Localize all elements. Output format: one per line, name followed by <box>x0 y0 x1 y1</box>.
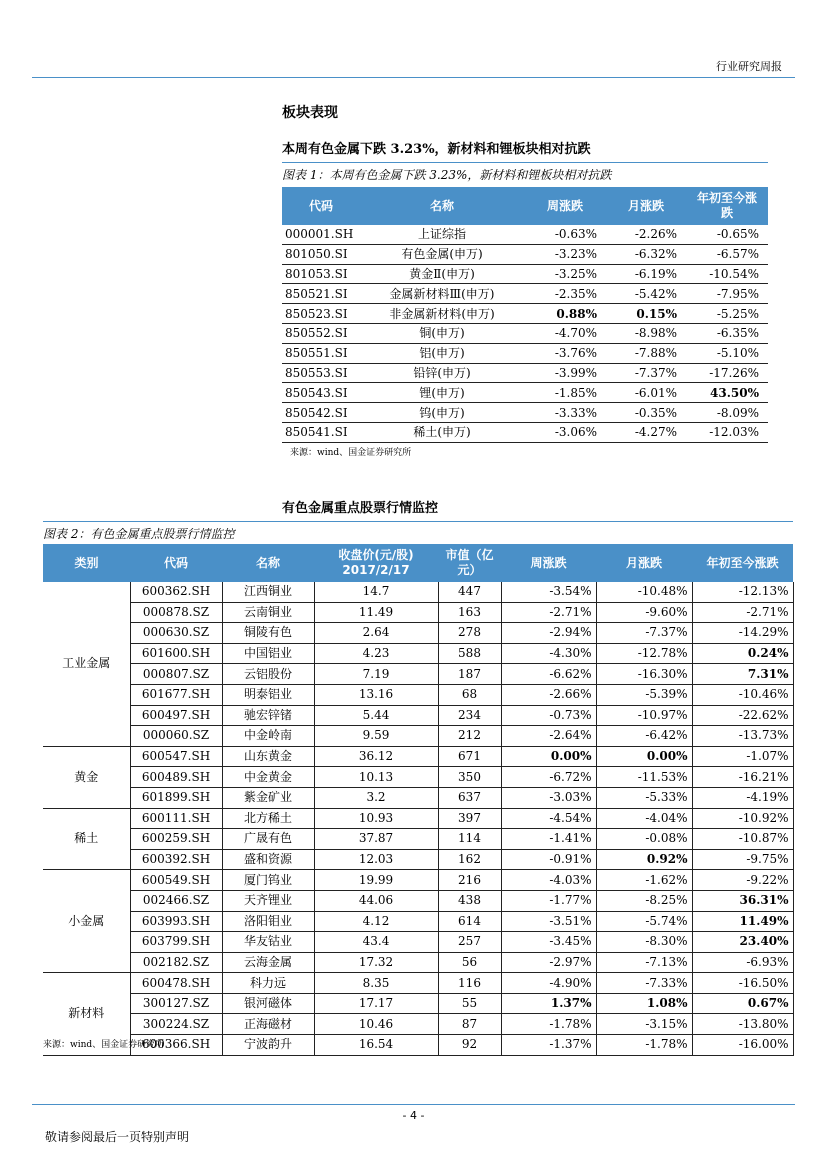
month-change-cell: -7.37% <box>596 623 692 644</box>
name-cell: 中国铝业 <box>222 643 314 664</box>
month-change-cell: -0.35% <box>606 403 686 423</box>
report-type-label: 行业研究周报 <box>716 60 782 73</box>
week-change-cell: -3.03% <box>501 787 596 808</box>
week-change-cell: -3.51% <box>501 911 596 932</box>
close-price-cell: 7.19 <box>314 664 438 685</box>
name-cell: 洛阳钼业 <box>222 911 314 932</box>
month-change-cell: -16.30% <box>596 664 692 685</box>
ytd-change-cell: -13.73% <box>692 726 793 747</box>
month-change-cell: -8.25% <box>596 890 692 911</box>
market-cap-cell: 162 <box>438 849 501 870</box>
week-change-cell: -1.85% <box>524 383 606 403</box>
name-cell: 紫金矿业 <box>222 787 314 808</box>
market-cap-cell: 87 <box>438 1014 501 1035</box>
section-title: 板块表现 <box>282 105 338 121</box>
table-row <box>43 746 793 767</box>
ytd-change-cell: -0.65% <box>686 225 768 244</box>
name-cell: 铜陵有色 <box>222 623 314 644</box>
month-change-cell: -5.42% <box>606 284 686 304</box>
month-change-cell: 1.08% <box>596 993 692 1014</box>
week-change-cell: -4.90% <box>501 973 596 994</box>
code-cell: 300127.SZ <box>130 993 222 1014</box>
market-cap-cell: 588 <box>438 643 501 664</box>
table-row <box>282 403 768 423</box>
week-change-cell: -1.78% <box>501 1014 596 1035</box>
ytd-change-cell: -9.75% <box>692 849 793 870</box>
week-change-cell: -4.03% <box>501 870 596 891</box>
name-cell: 科力远 <box>222 973 314 994</box>
name-cell: 云南铜业 <box>222 602 314 623</box>
table-row <box>282 264 768 284</box>
code-cell: 600547.SH <box>130 746 222 767</box>
month-change-cell: -7.37% <box>606 363 686 383</box>
col-header-week: 周涨跌 <box>524 187 606 225</box>
code-cell: 600366.SH <box>130 1035 222 1056</box>
name-cell: 锂(申万) <box>360 383 524 403</box>
close-price-cell: 3.2 <box>314 787 438 808</box>
table-row <box>43 849 793 870</box>
name-cell: 非金属新材料(申万) <box>360 304 524 324</box>
table-row <box>43 870 793 891</box>
market-cap-cell: 92 <box>438 1035 501 1056</box>
table-row <box>43 787 793 808</box>
week-change-cell: -3.33% <box>524 403 606 423</box>
code-cell: 002466.SZ <box>130 890 222 911</box>
close-price-cell: 2.64 <box>314 623 438 644</box>
code-cell: 600362.SH <box>130 582 222 602</box>
code-cell: 801053.SI <box>282 264 360 284</box>
market-cap-cell: 257 <box>438 932 501 953</box>
code-cell: 000878.SZ <box>130 602 222 623</box>
code-cell: 600478.SH <box>130 973 222 994</box>
market-cap-cell: 637 <box>438 787 501 808</box>
ytd-change-cell: -16.00% <box>692 1035 793 1056</box>
week-change-cell: -3.54% <box>501 582 596 602</box>
code-cell: 600489.SH <box>130 767 222 788</box>
col-header-name: 名称 <box>222 544 314 582</box>
ytd-change-cell: -10.87% <box>692 829 793 850</box>
category-cell: 小金属 <box>43 870 130 973</box>
table-row <box>282 323 768 343</box>
table-row <box>282 422 768 442</box>
market-cap-cell: 447 <box>438 582 501 602</box>
month-change-cell: -2.26% <box>606 225 686 244</box>
code-cell: 850541.SI <box>282 422 360 442</box>
close-price-cell: 5.44 <box>314 705 438 726</box>
name-cell: 云海金属 <box>222 952 314 973</box>
ytd-change-cell: -9.22% <box>692 870 793 891</box>
disclaimer-text: 敬请参阅最后一页特别声明 <box>45 1130 190 1144</box>
week-change-cell: -2.71% <box>501 602 596 623</box>
name-cell: 明泰铝业 <box>222 684 314 705</box>
name-cell: 中金岭南 <box>222 726 314 747</box>
table-row <box>43 829 793 850</box>
market-cap-cell: 397 <box>438 808 501 829</box>
ytd-change-cell: -16.21% <box>692 767 793 788</box>
col-header-ytd: 年初至今涨跌 <box>686 187 768 225</box>
name-cell: 广晟有色 <box>222 829 314 850</box>
table-row <box>43 993 793 1014</box>
market-cap-cell: 614 <box>438 911 501 932</box>
name-cell: 铝(申万) <box>360 343 524 363</box>
ytd-change-cell: 11.49% <box>692 911 793 932</box>
week-change-cell: -3.99% <box>524 363 606 383</box>
ytd-change-cell: -2.71% <box>692 602 793 623</box>
week-change-cell: -6.62% <box>501 664 596 685</box>
market-cap-cell: 212 <box>438 726 501 747</box>
table-row <box>282 304 768 324</box>
month-change-cell: -8.98% <box>606 323 686 343</box>
table-row <box>43 602 793 623</box>
market-cap-cell: 671 <box>438 746 501 767</box>
name-cell: 中金黄金 <box>222 767 314 788</box>
week-change-cell: 1.37% <box>501 993 596 1014</box>
close-price-cell: 14.7 <box>314 582 438 602</box>
week-change-cell: -6.72% <box>501 767 596 788</box>
month-change-cell: -10.97% <box>596 705 692 726</box>
name-cell: 厦门钨业 <box>222 870 314 891</box>
name-cell: 正海磁材 <box>222 1014 314 1035</box>
close-price-cell: 17.17 <box>314 993 438 1014</box>
ytd-change-cell: 0.24% <box>692 643 793 664</box>
stock-monitor-table <box>43 544 794 1056</box>
page-number: - 4 - <box>402 1109 425 1122</box>
week-change-cell: -2.64% <box>501 726 596 747</box>
code-cell: 600549.SH <box>130 870 222 891</box>
code-cell: 002182.SZ <box>130 952 222 973</box>
ytd-change-cell: -12.03% <box>686 422 768 442</box>
close-price-cell: 11.49 <box>314 602 438 623</box>
close-price-cell: 4.23 <box>314 643 438 664</box>
close-price-cell: 44.06 <box>314 890 438 911</box>
figure-2-source: 来源：wind、国金证券研究所 <box>43 1040 165 1050</box>
ytd-change-cell: -22.62% <box>692 705 793 726</box>
week-change-cell: 0.00% <box>501 746 596 767</box>
code-cell: 850521.SI <box>282 284 360 304</box>
code-cell: 300224.SZ <box>130 1014 222 1035</box>
ytd-change-cell: -13.80% <box>692 1014 793 1035</box>
code-cell: 600259.SH <box>130 829 222 850</box>
week-change-cell: -3.76% <box>524 343 606 363</box>
month-change-cell: -12.78% <box>596 643 692 664</box>
col-header-market-cap: 市值（亿元） <box>438 544 501 582</box>
code-cell: 600392.SH <box>130 849 222 870</box>
code-cell: 601899.SH <box>130 787 222 808</box>
col-header-week: 周涨跌 <box>501 544 596 582</box>
category-cell: 新材料 <box>43 973 130 1055</box>
name-cell: 金属新材料Ⅲ(申万) <box>360 284 524 304</box>
month-change-cell: 0.92% <box>596 849 692 870</box>
code-cell: 603799.SH <box>130 932 222 953</box>
name-cell: 钨(申万) <box>360 403 524 423</box>
table-row <box>43 1014 793 1035</box>
week-change-cell: -2.97% <box>501 952 596 973</box>
name-cell: 上证综指 <box>360 225 524 244</box>
code-cell: 000807.SZ <box>130 664 222 685</box>
close-price-cell: 9.59 <box>314 726 438 747</box>
week-change-cell: -3.06% <box>524 422 606 442</box>
table-row <box>43 664 793 685</box>
name-cell: 天齐锂业 <box>222 890 314 911</box>
sector-performance-table <box>282 187 768 443</box>
code-cell: 601677.SH <box>130 684 222 705</box>
ytd-change-cell: 0.67% <box>692 993 793 1014</box>
month-change-cell: -5.39% <box>596 684 692 705</box>
month-change-cell: -7.88% <box>606 343 686 363</box>
ytd-change-cell: -10.92% <box>692 808 793 829</box>
ytd-change-cell: -8.09% <box>686 403 768 423</box>
ytd-change-cell: -6.35% <box>686 323 768 343</box>
table-row <box>43 973 793 994</box>
table-row <box>282 244 768 264</box>
table-row <box>43 767 793 788</box>
month-change-cell: -5.74% <box>596 911 692 932</box>
name-cell: 盛和资源 <box>222 849 314 870</box>
table-row <box>43 684 793 705</box>
code-cell: 801050.SI <box>282 244 360 264</box>
market-cap-cell: 55 <box>438 993 501 1014</box>
name-cell: 山东黄金 <box>222 746 314 767</box>
name-cell: 云铝股份 <box>222 664 314 685</box>
code-cell: 000060.SZ <box>130 726 222 747</box>
table-row <box>282 383 768 403</box>
table-row <box>43 932 793 953</box>
market-cap-cell: 68 <box>438 684 501 705</box>
name-cell: 有色金属(申万) <box>360 244 524 264</box>
col-header-category: 类别 <box>43 544 130 582</box>
month-change-cell: -11.53% <box>596 767 692 788</box>
close-price-cell: 16.54 <box>314 1035 438 1056</box>
figure-1-caption: 图表 1：本周有色金属下跌 3.23%，新材料和锂板块相对抗跌 <box>282 162 768 183</box>
table-row <box>282 284 768 304</box>
month-change-cell: -6.01% <box>606 383 686 403</box>
week-change-cell: -4.30% <box>501 643 596 664</box>
week-change-cell: -2.66% <box>501 684 596 705</box>
month-change-cell: -7.33% <box>596 973 692 994</box>
month-change-cell: -4.27% <box>606 422 686 442</box>
month-change-cell: -5.33% <box>596 787 692 808</box>
week-change-cell: -3.45% <box>501 932 596 953</box>
market-cap-cell: 116 <box>438 973 501 994</box>
name-cell: 华友钴业 <box>222 932 314 953</box>
col-header-code: 代码 <box>130 544 222 582</box>
code-cell: 601600.SH <box>130 643 222 664</box>
ytd-change-cell: -10.54% <box>686 264 768 284</box>
table-row <box>282 225 768 244</box>
category-cell: 工业金属 <box>43 582 130 746</box>
table-row <box>282 363 768 383</box>
market-cap-cell: 350 <box>438 767 501 788</box>
ytd-change-cell: -10.46% <box>692 684 793 705</box>
code-cell: 603993.SH <box>130 911 222 932</box>
ytd-change-cell: 7.31% <box>692 664 793 685</box>
code-cell: 000001.SH <box>282 225 360 244</box>
name-cell: 驰宏锌锗 <box>222 705 314 726</box>
table-row <box>43 623 793 644</box>
code-cell: 000630.SZ <box>130 623 222 644</box>
close-price-cell: 37.87 <box>314 829 438 850</box>
table-row <box>43 643 793 664</box>
ytd-change-cell: -17.26% <box>686 363 768 383</box>
week-change-cell: -2.94% <box>501 623 596 644</box>
ytd-change-cell: -5.25% <box>686 304 768 324</box>
month-change-cell: 0.00% <box>596 746 692 767</box>
ytd-change-cell: -5.10% <box>686 343 768 363</box>
close-price-cell: 8.35 <box>314 973 438 994</box>
week-change-cell: -4.54% <box>501 808 596 829</box>
month-change-cell: 0.15% <box>606 304 686 324</box>
col-header-close-price: 收盘价(元/股) 2017/2/17 <box>314 544 438 582</box>
figure-1-source: 来源：wind、国金证券研究所 <box>290 448 412 458</box>
name-cell: 黄金Ⅱ(申万) <box>360 264 524 284</box>
name-cell: 铜(申万) <box>360 323 524 343</box>
month-change-cell: -3.15% <box>596 1014 692 1035</box>
table-row <box>43 582 793 602</box>
name-cell: 江西铜业 <box>222 582 314 602</box>
market-cap-cell: 187 <box>438 664 501 685</box>
close-price-cell: 19.99 <box>314 870 438 891</box>
month-change-cell: -6.19% <box>606 264 686 284</box>
table-row <box>282 343 768 363</box>
code-cell: 850523.SI <box>282 304 360 324</box>
ytd-change-cell: -16.50% <box>692 973 793 994</box>
month-change-cell: -7.13% <box>596 952 692 973</box>
month-change-cell: -4.04% <box>596 808 692 829</box>
col-header-ytd: 年初至今涨跌 <box>692 544 793 582</box>
category-cell: 稀土 <box>43 808 130 870</box>
week-change-cell: -2.35% <box>524 284 606 304</box>
code-cell: 850552.SI <box>282 323 360 343</box>
ytd-change-cell: 36.31% <box>692 890 793 911</box>
name-cell: 宁波韵升 <box>222 1035 314 1056</box>
name-cell: 北方稀土 <box>222 808 314 829</box>
week-change-cell: -1.77% <box>501 890 596 911</box>
close-price-cell: 10.93 <box>314 808 438 829</box>
ytd-change-cell: 43.50% <box>686 383 768 403</box>
code-cell: 600111.SH <box>130 808 222 829</box>
table-row <box>43 890 793 911</box>
close-price-cell: 17.32 <box>314 952 438 973</box>
col-header-code: 代码 <box>282 187 360 225</box>
ytd-change-cell: -6.57% <box>686 244 768 264</box>
month-change-cell: -9.60% <box>596 602 692 623</box>
week-change-cell: -1.41% <box>501 829 596 850</box>
table-row <box>43 705 793 726</box>
week-change-cell: -1.37% <box>501 1035 596 1056</box>
name-cell: 铅锌(申万) <box>360 363 524 383</box>
market-cap-cell: 163 <box>438 602 501 623</box>
ytd-change-cell: -1.07% <box>692 746 793 767</box>
code-cell: 850553.SI <box>282 363 360 383</box>
week-change-cell: -0.91% <box>501 849 596 870</box>
week-change-cell: -3.23% <box>524 244 606 264</box>
name-cell: 银河磁体 <box>222 993 314 1014</box>
table-row <box>43 952 793 973</box>
code-cell: 850551.SI <box>282 343 360 363</box>
name-cell: 稀土(申万) <box>360 422 524 442</box>
month-change-cell: -10.48% <box>596 582 692 602</box>
market-cap-cell: 438 <box>438 890 501 911</box>
table-row <box>43 808 793 829</box>
table-row <box>43 911 793 932</box>
market-cap-cell: 278 <box>438 623 501 644</box>
close-price-cell: 12.03 <box>314 849 438 870</box>
close-price-cell: 36.12 <box>314 746 438 767</box>
week-change-cell: -4.70% <box>524 323 606 343</box>
close-price-cell: 4.12 <box>314 911 438 932</box>
table-row <box>43 726 793 747</box>
market-cap-cell: 234 <box>438 705 501 726</box>
col-header-month: 月涨跌 <box>596 544 692 582</box>
market-cap-cell: 216 <box>438 870 501 891</box>
ytd-change-cell: -6.93% <box>692 952 793 973</box>
close-price-cell: 43.4 <box>314 932 438 953</box>
market-cap-cell: 114 <box>438 829 501 850</box>
month-change-cell: -0.08% <box>596 829 692 850</box>
week-change-cell: -3.25% <box>524 264 606 284</box>
subtitle-1: 本周有色金属下跌 3.23%，新材料和锂板块相对抗跌 <box>282 142 591 157</box>
footer-divider <box>32 1104 795 1105</box>
ytd-change-cell: -4.19% <box>692 787 793 808</box>
code-cell: 600497.SH <box>130 705 222 726</box>
month-change-cell: -6.32% <box>606 244 686 264</box>
ytd-change-cell: -14.29% <box>692 623 793 644</box>
month-change-cell: -8.30% <box>596 932 692 953</box>
ytd-change-cell: -7.95% <box>686 284 768 304</box>
month-change-cell: -1.78% <box>596 1035 692 1056</box>
ytd-change-cell: 23.40% <box>692 932 793 953</box>
week-change-cell: -0.73% <box>501 705 596 726</box>
category-cell: 黄金 <box>43 746 130 808</box>
market-cap-cell: 56 <box>438 952 501 973</box>
week-change-cell: -0.63% <box>524 225 606 244</box>
col-header-name: 名称 <box>360 187 524 225</box>
month-change-cell: -1.62% <box>596 870 692 891</box>
subtitle-2: 有色金属重点股票行情监控 <box>282 501 439 516</box>
close-price-cell: 13.16 <box>314 684 438 705</box>
figure-2-caption: 图表 2：有色金属重点股票行情监控 <box>43 521 793 542</box>
month-change-cell: -6.42% <box>596 726 692 747</box>
code-cell: 850543.SI <box>282 383 360 403</box>
week-change-cell: 0.88% <box>524 304 606 324</box>
header-divider <box>32 77 795 78</box>
close-price-cell: 10.46 <box>314 1014 438 1035</box>
col-header-month: 月涨跌 <box>606 187 686 225</box>
code-cell: 850542.SI <box>282 403 360 423</box>
ytd-change-cell: -12.13% <box>692 582 793 602</box>
close-price-cell: 10.13 <box>314 767 438 788</box>
